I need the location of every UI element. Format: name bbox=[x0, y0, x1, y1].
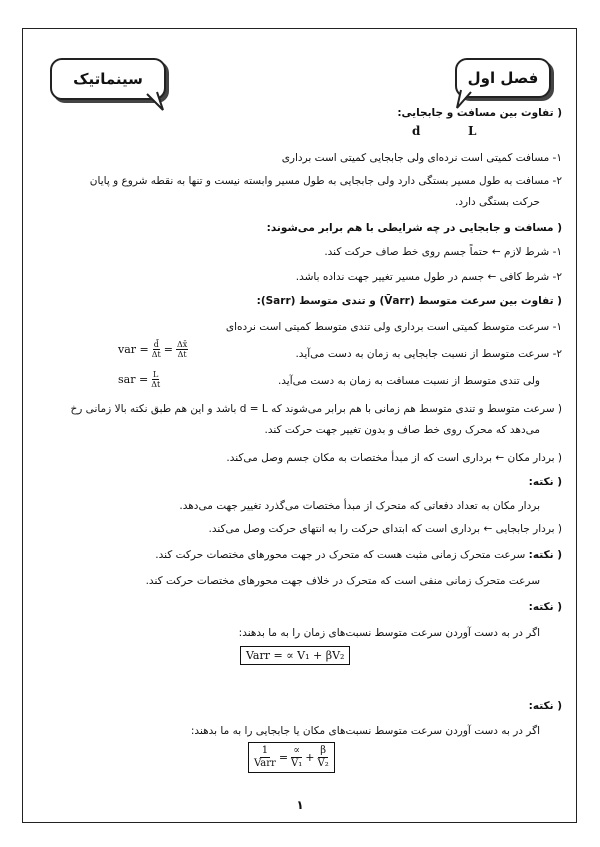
note-1-title: ( نکته: bbox=[528, 476, 562, 488]
displacement-vector-def: ( بردار جابجایی ← برداری است که ابتدای حرکت را به انتهای حرکت وصل می‌کند. bbox=[208, 523, 562, 535]
sar-formula bbox=[118, 370, 160, 389]
s3-item-1: ۱- سرعت متوسط کمیتی است برداری ولی تندی متوسط کمیتی است نرده‌ای bbox=[225, 321, 562, 333]
note-2-text: سرعت متحرک زمانی مثبت هست که متحرک در جهت محورهای مختصات حرکت کند. bbox=[155, 549, 526, 561]
sar-frac bbox=[151, 370, 160, 389]
box2-den-2: V₁ bbox=[291, 758, 303, 769]
note-3-body: اگر در به دست آوردن سرعت متوسط نسبت‌های زمان را به ما بدهند: bbox=[238, 627, 540, 639]
section-1-title: ( تفاوت بین مسافت و جابجایی: bbox=[397, 107, 562, 119]
s1-item-1: ۱- مسافت کمیتی است نرده‌ای ولی جابجایی کمیتی است برداری bbox=[281, 152, 562, 164]
section-2-title: ( مسافت و جابجایی در چه شرایطی با هم برابر می‌شوند: bbox=[266, 222, 562, 234]
formula-box-1: Varr = ∝ V₁ + βV₂ bbox=[240, 646, 350, 665]
symbol-d: d bbox=[412, 124, 421, 138]
sar-num: L bbox=[153, 370, 159, 379]
s3-note-a: ( سرعت متوسط و تندی متوسط هم زمانی با هم برابر می‌شوند که d = L باشد و این هم طبق نکته بالا زمانی رخ bbox=[70, 403, 562, 415]
note-4-body: اگر در به دست آوردن سرعت متوسط نسبت‌های مکان یا جابجایی را به ما بدهند: bbox=[190, 725, 540, 737]
section-3-title: ( تفاوت بین سرعت متوسط (V̄arr) و تندی متوسط (Sarr): bbox=[256, 295, 562, 307]
formula-box-2 bbox=[248, 742, 335, 773]
s1-item-2b: حرکت بستگی دارد. bbox=[455, 196, 540, 208]
var-den-2: Δt bbox=[177, 350, 187, 359]
box2-eq: = bbox=[278, 751, 289, 764]
var-num-1: d̄ bbox=[153, 340, 159, 349]
topic-title: سینماتیک bbox=[73, 70, 143, 88]
s2-item-2: ۲- شرط کافی ← جسم در طول مسیر تغییر جهت نداده باشد. bbox=[295, 271, 562, 283]
topic-bubble-tail bbox=[145, 90, 167, 112]
box2-frac-3 bbox=[318, 745, 329, 770]
s3-item-2b: ولی تندی متوسط از نسبت مسافت به زمان به دست می‌آید. bbox=[277, 375, 540, 387]
note-2-label: ( نکته: bbox=[528, 549, 562, 561]
note-2-body bbox=[155, 548, 562, 562]
box2-plus: + bbox=[305, 751, 315, 764]
var-eq-2: = bbox=[163, 343, 173, 356]
var-den-1: Δt bbox=[151, 350, 161, 359]
box2-frac-2 bbox=[291, 745, 302, 770]
note-2-body-2: سرعت متحرک زمانی منفی است که متحرک در خلاف جهت محورهای مختصات حرکت کند. bbox=[145, 575, 540, 587]
var-num-2: Δx̄ bbox=[176, 340, 188, 349]
position-vector-def: ( بردار مکان ← برداری است که از مبدأ مختصات به مکان جسم وصل می‌کند. bbox=[226, 452, 562, 464]
s3-item-2: ۲- سرعت متوسط از نسبت جابجایی به زمان به دست می‌آید. bbox=[295, 348, 562, 360]
symbol-L: L bbox=[468, 124, 477, 138]
sar-den: Δt bbox=[151, 380, 161, 389]
s3-note-b: می‌دهد که محرک روی خط صاف و بدون تغییر جهت حرکت کند. bbox=[264, 424, 540, 436]
s1-item-2a: ۲- مسافت به طول مسیر بستگی دارد ولی جابجایی به طول مسیر وابسته نیست و تنها به نقطه شروع و پایان bbox=[89, 175, 562, 187]
note-3-title: ( نکته: bbox=[528, 601, 562, 613]
note-1-body: بردار مکان به تعداد دفعاتی که متحرک از مبدأ مختصات می‌گذرد تغییر جهت می‌دهد. bbox=[179, 500, 540, 512]
chapter-title: فصل اول bbox=[467, 69, 539, 87]
note-4-title: ( نکته: bbox=[528, 700, 562, 712]
page-number: ۱ bbox=[296, 798, 304, 812]
box2-num-2: ∝ bbox=[293, 745, 301, 756]
var-lhs: var = bbox=[118, 343, 149, 356]
box2-num-3: β bbox=[320, 745, 326, 756]
box2-frac-1 bbox=[254, 745, 276, 770]
sar-lhs: sar = bbox=[118, 373, 149, 386]
var-frac-2 bbox=[176, 340, 188, 359]
s2-item-1: ۱- شرط لازم ← حتماً جسم روی خط صاف حرکت کند. bbox=[324, 246, 562, 258]
var-formula bbox=[118, 340, 188, 359]
box2-den-1: Varr bbox=[254, 758, 276, 769]
box2-num-1: 1 bbox=[261, 745, 269, 756]
box2-den-3: V₂ bbox=[317, 758, 329, 769]
var-frac-1 bbox=[152, 340, 161, 359]
